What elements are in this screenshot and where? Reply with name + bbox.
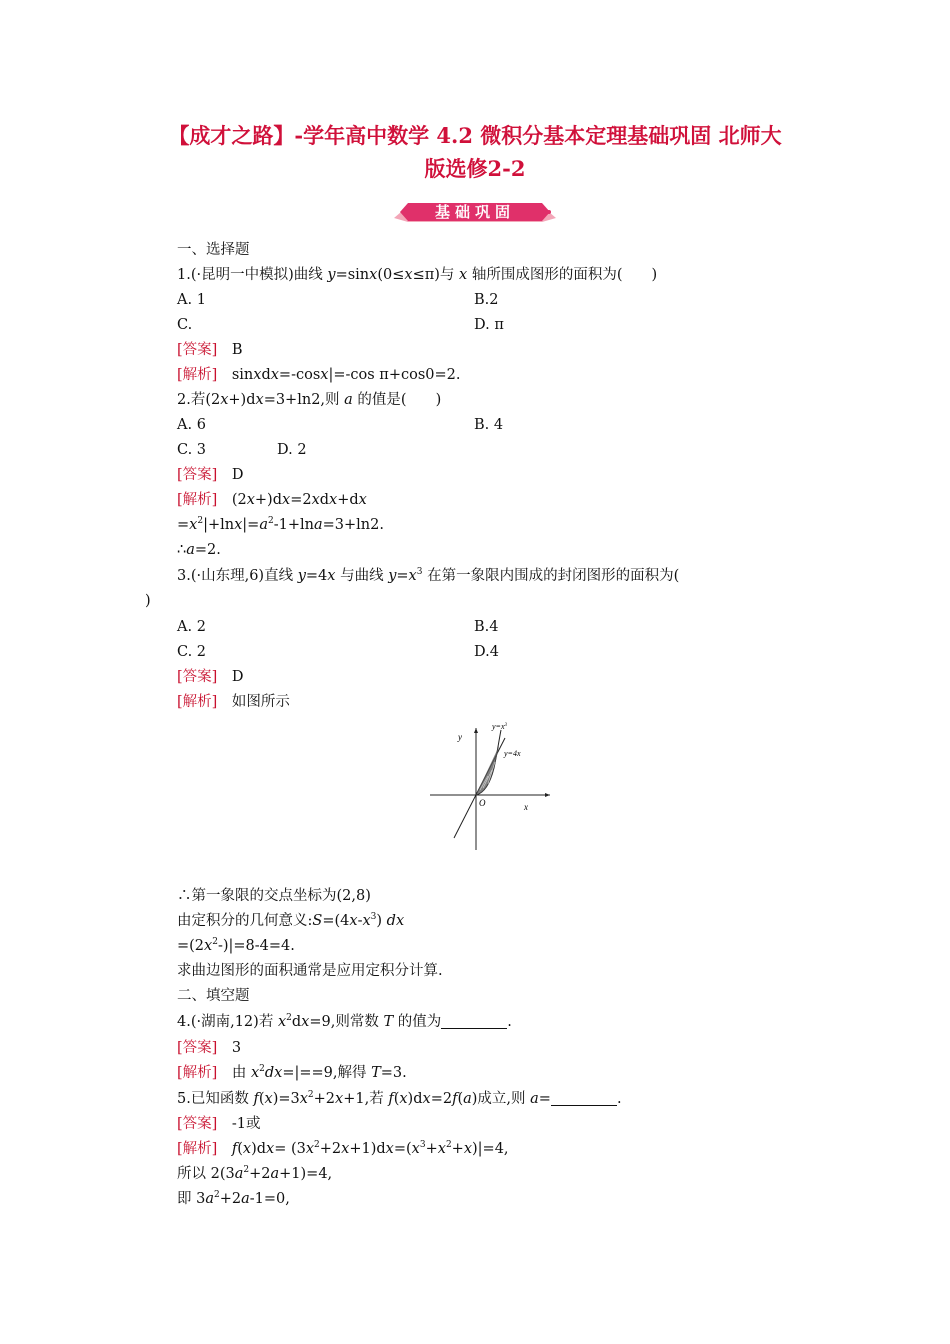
graph-label-origin: O: [479, 798, 486, 808]
q3-analysis-line4: 求曲边图形的面积通常是应用定积分计算.: [177, 963, 443, 979]
question-1: 1.(·昆明一中模拟)曲线 y=sinx(0≤x≤π)与 x 轴所围成图形的面积为( ): [177, 267, 658, 283]
q3-option-a: A. 2: [177, 619, 206, 635]
section-fill: 二、填空题: [177, 988, 250, 1004]
q5-analysis-line3: 即 $3a^2+2a-1=0$,: [177, 1190, 290, 1207]
q3-analysis-line2: 由定积分的几何意义$:S=(4x-x^3)$ dx: [177, 912, 405, 929]
q2-analysis: [解析] (2x+)dx=2xdx+dx: [177, 492, 367, 508]
q3-analysis: [解析] 如图所示: [177, 694, 290, 710]
q2-analysis-line2: $=x^2|+\ln x|=a^2-1+\ln a=3+\ln 2$.: [177, 516, 384, 533]
graph-label-cubic: $y=x^3$: [492, 722, 507, 731]
question-2: 2.若(2x+)dx=3+ln2,则 a 的值是( ): [177, 392, 442, 408]
q5-analysis: [解析] $f(x)dx= (3x^2+2x+1)dx=(x^3+x^2+x)|=4$,: [177, 1140, 509, 1157]
q2-analysis-line3: ∴a=2.: [177, 542, 221, 558]
q3-answer: [答案] D: [177, 669, 244, 685]
document-title-line1: 【成才之路】-学年高中数学 4.2 微积分基本定理基础巩固 北师大: [168, 123, 782, 148]
section-choice: 一、选择题: [177, 242, 250, 258]
q3-option-d: D.4: [474, 644, 499, 660]
q1-analysis: [解析] sinxdx=-cosx|=-cos π+cos0=2.: [177, 367, 461, 383]
q3-analysis-line3: $=(2x^2-)|=8-4=4$.: [177, 937, 295, 954]
q3-analysis-line1: ∴第一象限的交点坐标为(2,8): [177, 888, 371, 904]
q3-option-c: C. 2: [177, 644, 207, 660]
q1-answer: [答案] B: [177, 342, 243, 358]
q2-option-d: D. 2: [277, 442, 307, 458]
q2-option-c: C. 3: [177, 442, 207, 458]
section-banner: [394, 200, 556, 224]
q1-option-c: C.: [177, 317, 193, 333]
q4-answer: [答案] 3: [177, 1040, 242, 1056]
q1-option-a: A. 1: [177, 292, 206, 308]
q1-option-d: D. π: [474, 317, 504, 333]
graph-label-line: y=4x: [504, 749, 521, 758]
question-5: 5.已知函数 $f(x)=3x^2+2x+1$,若 f(x)dx=2f(a)成立,则 a= .: [177, 1090, 622, 1107]
q5-analysis-line2: 所以 $2(3a^2+2a+1)=4$,: [177, 1165, 333, 1182]
q4-analysis: [解析] 由 $x^2dx=|==9$,解得 T=3.: [177, 1064, 407, 1081]
q1-option-b: B.2: [474, 292, 499, 308]
q2-option-a: A. 6: [177, 417, 206, 433]
graph-label-x: x: [524, 802, 528, 812]
graph-label-y: y: [458, 732, 462, 742]
answer-blank: [441, 1014, 507, 1029]
q3-graph-figure: [428, 718, 554, 852]
banner-text: 基础巩固: [434, 203, 515, 221]
question-3-wrap: ): [145, 593, 151, 609]
question-3: 3.(·山东理,6)直线 y=4x 与曲线 $y=x^3$ 在第一象限内围成的封闭图形的面积为(: [177, 567, 680, 584]
q2-answer: [答案] D: [177, 467, 244, 483]
q3-option-b: B.4: [474, 619, 499, 635]
document-title-line2: 版选修2-2: [424, 156, 526, 181]
answer-blank: [551, 1091, 617, 1106]
question-4: 4.(·湖南,12)若 $x^2dx=9$,则常数 T 的值为 .: [177, 1013, 512, 1030]
q2-option-b: B. 4: [474, 417, 504, 433]
q5-answer: [答案] -1或: [177, 1116, 261, 1132]
